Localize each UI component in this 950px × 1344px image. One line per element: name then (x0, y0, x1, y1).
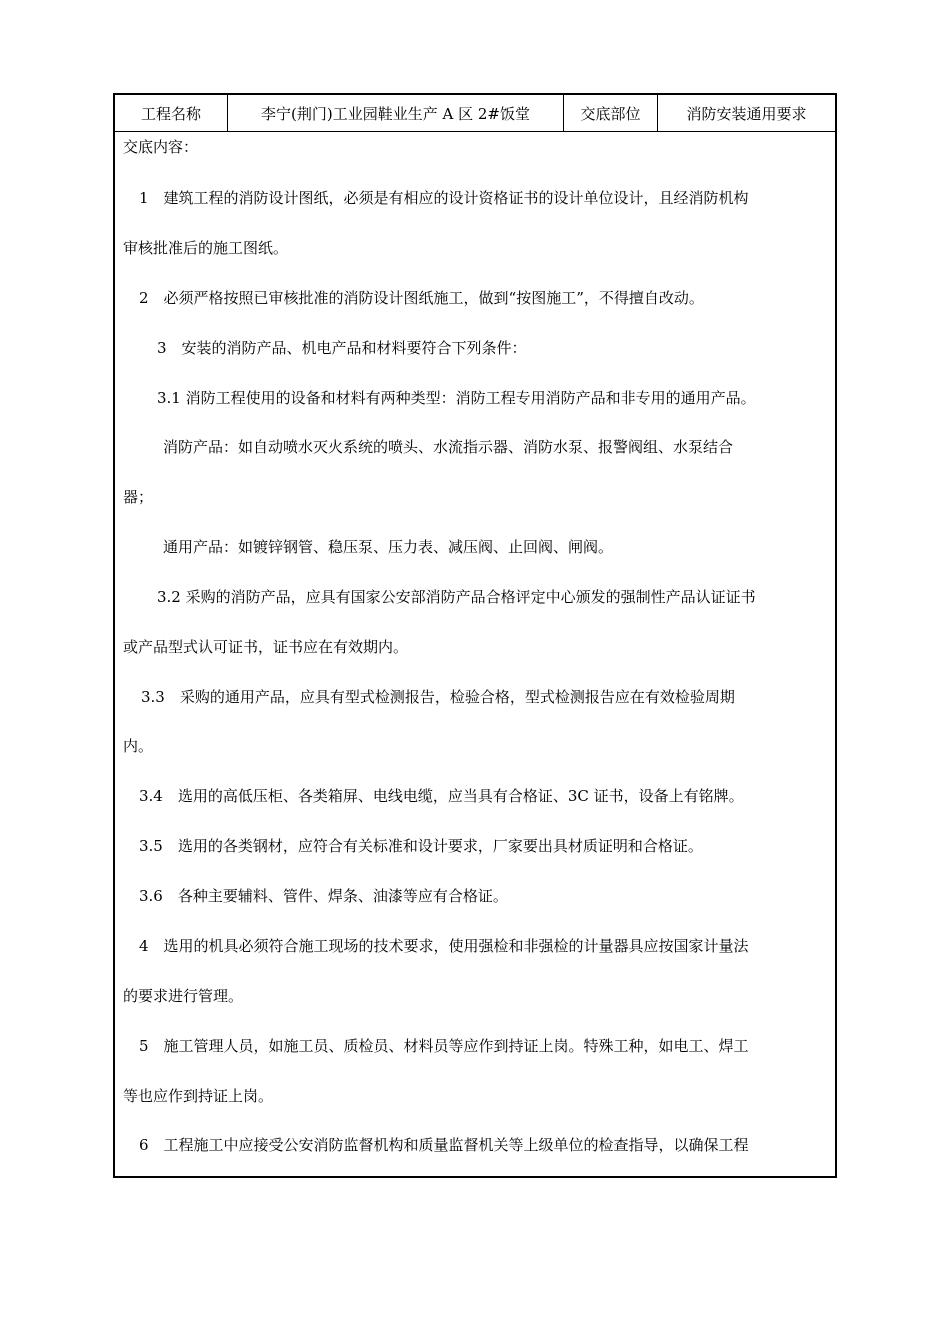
content-label: 交底内容： (123, 138, 199, 156)
project-name-value: 李宁(荆门)工业园鞋业生产 A 区 2#饭堂 (228, 95, 564, 131)
content-line: 3 安装的消防产品、机电产品和材料要符合下列条件： (157, 339, 527, 357)
content-line: 3.5 选用的各类钢材，应符合有关标准和设计要求，厂家要出具材质证明和合格证。 (139, 837, 703, 855)
project-name-label: 工程名称 (115, 95, 228, 131)
content-line: 通用产品：如镀锌钢管、稳压泵、压力表、减压阀、止回阀、闸阀。 (163, 538, 614, 556)
content-line: 器； (123, 488, 154, 506)
content-line: 3.4 选用的高低压柜、各类箱屏、电线电缆，应当具有合格证、3C 证书，设备上有铭牌。 (139, 787, 744, 805)
content-line: 3.2 采购的消防产品，应具有国家公安部消防产品合格评定中心颁发的强制性产品认证证书 (157, 588, 756, 606)
content-line: 2 必须严格按照已审核批准的消防设计图纸施工，做到“按图施工”，不得擅自改动。 (139, 289, 704, 307)
content-line: 3.1 消防工程使用的设备和材料有两种类型：消防工程专用消防产品和非专用的通用产品。 (157, 389, 756, 407)
content-line: 等也应作到持证上岗。 (123, 1087, 274, 1105)
content-line: 6 工程施工中应接受公安消防监督机构和质量监督机关等上级单位的检查指导，以确保工程 (139, 1136, 749, 1154)
disclosure-part-value: 消防安装通用要求 (686, 104, 807, 123)
content-line: 3.3 采购的通用产品，应具有型式检测报告，检验合格，型式检测报告应在有效检验周期 (141, 688, 735, 706)
disclosure-table (113, 93, 837, 1178)
content-line: 审核批准后的施工图纸。 (123, 239, 289, 257)
content-line: 3.6 各种主要辅料、管件、焊条、油漆等应有合格证。 (139, 887, 508, 905)
content-line: 1 建筑工程的消防设计图纸，必须是有相应的设计资格证书的设计单位设计，且经消防机构 (139, 189, 749, 207)
content-line: 4 选用的机具必须符合施工现场的技术要求，使用强检和非强检的计量器具应按国家计量法 (139, 937, 749, 955)
content-line: 或产品型式认可证书，证书应在有效期内。 (123, 638, 409, 656)
disclosure-part-label: 交底部位 (564, 95, 658, 131)
content-line: 消防产品：如自动喷水灭火系统的喷头、水流指示器、消防水泵、报警阀组、水泵结合 (163, 438, 734, 456)
content-line: 内。 (123, 737, 154, 755)
content-line: 的要求进行管理。 (123, 987, 244, 1005)
content-line: 5 施工管理人员，如施工员、质检员、材料员等应作到持证上岗。特殊工种，如电工、焊工 (139, 1037, 749, 1055)
header-row (115, 95, 835, 132)
